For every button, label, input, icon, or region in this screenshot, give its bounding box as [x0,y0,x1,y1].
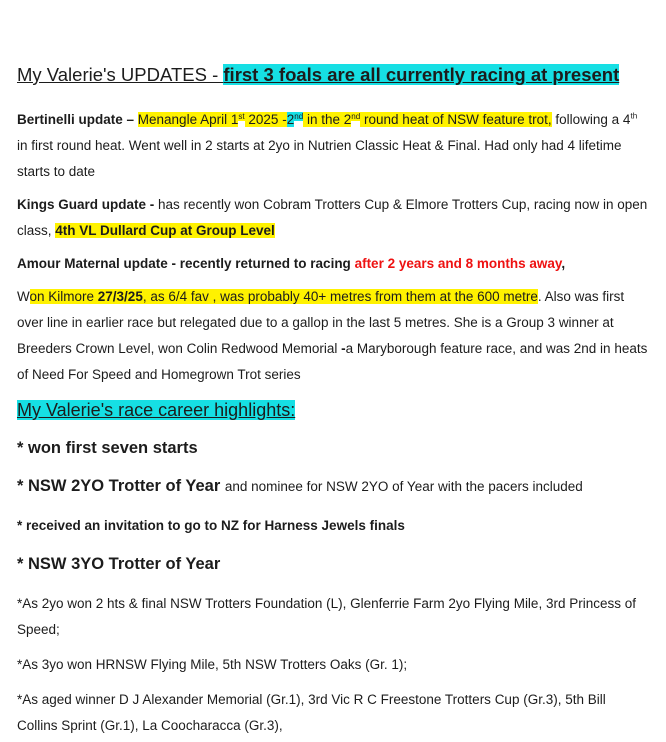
para-bertinelli-update-seg-3: 2025 - [244,112,287,127]
para-2yo-results [17,591,649,643]
doc-title [17,60,649,90]
para-amour-maternal-update-seg-2: , [561,256,566,271]
para-3yo-results [17,652,649,678]
para-bertinelli-update-seg-9: following a 4 [551,112,631,127]
doc-title-seg-1: first 3 foals are all currently racing at present [223,64,620,85]
para-amour-maternal-update-seg-1: after 2 years and 8 months away [354,256,562,271]
highlight-2yo-trotter-of-year [17,473,649,500]
highlight-nz-invitation [17,513,649,539]
para-kilmore-win [17,284,649,388]
para-kings-guard-update-seg-1: has recently won Cobram Trotters Cup & Elmore Trotters Cup, racing now in open class, [17,197,648,238]
para-bertinelli-update-seg-1: Menangle April 1 [137,112,239,127]
para-2yo-results-seg-0: *As 2yo won 2 hts & final NSW Trotters Foundation (L), Glenferrie Farm 2yo Flying Mile, 3rd Princess of Speed; [17,596,636,637]
para-kilmore-win-seg-2: 27/3/25 [97,289,143,304]
para-bertinelli-update-seg-8: round heat of NSW feature trot, [360,112,552,127]
section-title-race-career-seg-0: My Valerie's race career highlights: [17,400,296,420]
para-kilmore-win-seg-5: - [341,341,346,356]
para-kilmore-win-seg-1: on Kilmore [29,289,98,304]
para-bertinelli-update-seg-2: st [238,111,245,121]
para-bertinelli-update-seg-0: Bertinelli update – [17,112,138,127]
para-bertinelli-update-seg-10: th [630,111,638,121]
para-kings-guard-update [17,192,649,244]
para-bertinelli-update-seg-4: 2 [286,112,295,127]
highlight-first-seven-starts-seg-0: * won first seven starts [17,439,198,457]
para-kings-guard-update-seg-2: 4th VL Dullard Cup at Group Level [55,223,275,238]
para-bertinelli-update-seg-11: in first round heat. Went well in 2 starts at 2yo in Nutrien Classic Heat & Final. Had only had 4 lifetime starts to date [17,138,622,179]
para-kilmore-win-seg-4: . Also was first over line in earlier race but relegated due to a gallop in the last 5 metres. She is a Group 3 winner at Breeders Crown Level, won Colin Redwood Memorial [17,289,625,356]
para-bertinelli-update [17,107,649,185]
para-bertinelli-update-seg-6: in the 2 [303,112,352,127]
para-amour-maternal-update-seg-0: Amour Maternal update - recently returned to racing [17,256,355,271]
para-bertinelli-update-seg-5: nd [294,111,304,121]
highlight-2yo-trotter-of-year-seg-0: * NSW 2YO Trotter of Year [17,477,225,495]
highlight-3yo-trotter-of-year [17,551,649,578]
para-amour-maternal-update [17,251,649,277]
para-kings-guard-update-seg-0: Kings Guard update - [17,197,159,212]
highlight-nz-invitation-seg-0: * received an invitation to go to NZ for Harness Jewels finals [17,518,405,533]
highlight-3yo-trotter-of-year-seg-0: * NSW 3YO Trotter of Year [17,555,221,573]
para-kilmore-win-seg-3: , as 6/4 fav , was probably 40+ metres from them at the 600 metre [142,289,538,304]
highlight-first-seven-starts [17,435,649,462]
para-bertinelli-update-seg-7: nd [351,111,361,121]
section-title-race-career [17,395,649,425]
para-kilmore-win-seg-6: a Maryborough feature race, and was 2nd in heats of Need For Speed and Homegrown Trot series [17,341,648,382]
para-aged-results-seg-0: *As aged winner D J Alexander Memorial (Gr.1), 3rd Vic R C Freestone Trotters Cup (Gr.3), 5th Bill Collins Sprint (Gr.1), La Coocharacca (Gr.3), [17,692,606,733]
highlight-2yo-trotter-of-year-seg-1: and nominee for NSW 2YO of Year with the pacers included [224,479,583,494]
para-3yo-results-seg-0: *As 3yo won HRNSW Flying Mile, 5th NSW Trotters Oaks (Gr. 1); [17,657,408,672]
para-kilmore-win-seg-0: W [17,289,30,304]
doc-title-seg-0: My Valerie's UPDATES - [17,64,224,85]
para-aged-results [17,687,649,739]
